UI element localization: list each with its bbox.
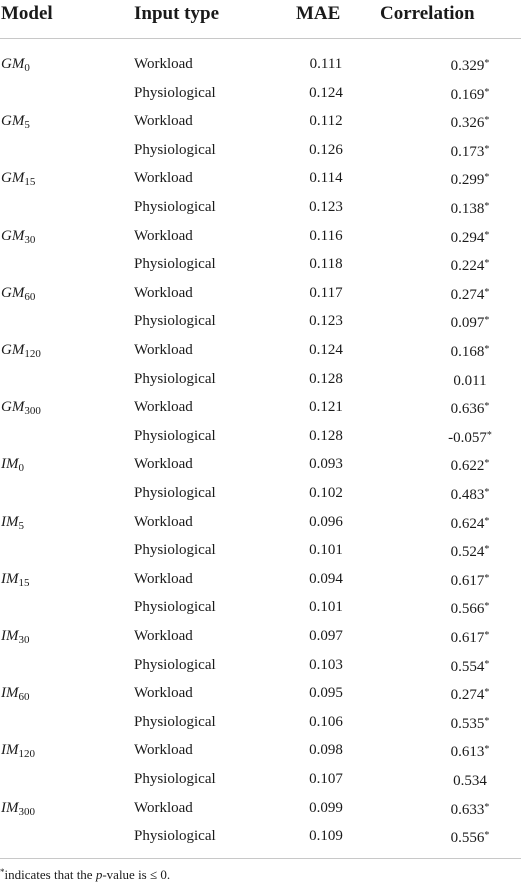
mae-cell: 0.096 — [309, 513, 343, 530]
correlation-cell — [420, 508, 520, 538]
table-row — [0, 508, 521, 536]
mae-cell: 0.123 — [309, 313, 343, 330]
model-subscript: 120 — [18, 748, 35, 761]
correlation-value: 0.617 — [450, 572, 485, 589]
table-row — [0, 679, 521, 707]
significance-marker: * — [484, 315, 490, 327]
input-type-cell: Physiological — [134, 256, 216, 273]
table-row — [0, 450, 521, 478]
model-name: IM — [1, 628, 19, 644]
model-name: GM — [1, 227, 25, 244]
correlation-cell — [420, 622, 520, 652]
mae-cell: 0.098 — [309, 742, 343, 759]
significance-marker: * — [484, 172, 490, 184]
mae-cell: 0.116 — [309, 227, 343, 244]
significance-marker: * — [486, 429, 492, 441]
model-cell — [1, 107, 30, 139]
significance-marker: * — [484, 687, 490, 699]
model-subscript: 15 — [18, 576, 30, 589]
mae-cell: 0.111 — [309, 56, 343, 72]
correlation-value: 0.535 — [450, 715, 485, 732]
significance-marker: * — [484, 58, 490, 69]
correlation-cell — [420, 107, 520, 137]
table-row — [0, 593, 521, 621]
correlation-cell — [420, 365, 520, 395]
mae-cell: 0.094 — [309, 570, 343, 587]
header-model: Model — [1, 3, 53, 24]
model-name: GM — [1, 113, 25, 130]
header-input-type: Input type — [134, 3, 219, 24]
correlation-cell — [420, 822, 520, 852]
correlation-value: 0.483 — [450, 487, 485, 503]
correlation-cell — [420, 393, 520, 423]
table-row — [0, 164, 521, 192]
significance-marker: * — [484, 515, 490, 527]
correlation-cell — [420, 593, 520, 623]
model-subscript: 60 — [24, 290, 36, 303]
mae-cell: 0.128 — [309, 427, 343, 444]
correlation-cell — [420, 279, 520, 309]
input-type-cell: Workload — [134, 56, 193, 72]
significance-marker: * — [484, 344, 490, 355]
input-type-cell: Physiological — [134, 84, 216, 101]
table-row — [0, 565, 521, 593]
significance-marker: * — [484, 601, 490, 613]
correlation-cell — [420, 50, 520, 80]
model-cell — [1, 450, 24, 482]
model-cell — [1, 336, 41, 368]
model-name: GM — [1, 284, 25, 301]
model-subscript: 300 — [24, 405, 41, 418]
model-subscript: 30 — [24, 233, 36, 246]
input-type-cell: Workload — [134, 685, 193, 702]
mae-cell: 0.093 — [309, 456, 343, 473]
significance-marker: * — [484, 487, 490, 498]
model-cell — [1, 508, 24, 540]
mae-cell: 0.112 — [309, 113, 343, 130]
mae-cell: 0.107 — [309, 771, 343, 787]
footer-rule — [0, 858, 521, 859]
mae-cell: 0.101 — [309, 599, 343, 616]
mae-cell: 0.128 — [309, 370, 343, 387]
header-mae: MAE — [296, 3, 341, 24]
mae-cell: 0.117 — [309, 284, 343, 301]
significance-marker: * — [484, 630, 490, 641]
model-cell — [1, 736, 35, 768]
correlation-cell — [420, 651, 520, 681]
input-type-cell: Physiological — [134, 427, 216, 444]
correlation-cell — [420, 479, 520, 509]
correlation-cell — [420, 307, 520, 337]
table-row — [0, 336, 521, 364]
input-type-cell: Workload — [134, 284, 193, 301]
footnote-text-before: indicates that the — [4, 867, 96, 882]
model-name: IM — [1, 685, 19, 702]
significance-marker: * — [484, 572, 490, 584]
model-name: IM — [1, 742, 19, 759]
mae-cell: 0.123 — [309, 199, 343, 215]
significance-marker: * — [484, 401, 490, 413]
table-row — [0, 107, 521, 135]
correlation-cell — [420, 736, 520, 766]
model-subscript: 15 — [24, 176, 36, 189]
input-type-cell: Workload — [134, 227, 193, 244]
correlation-cell — [420, 250, 520, 280]
correlation-cell — [420, 136, 520, 166]
significance-marker: * — [484, 715, 490, 727]
significance-marker: * — [484, 801, 490, 813]
model-subscript: 120 — [24, 348, 41, 360]
mae-cell: 0.099 — [309, 799, 343, 816]
correlation-cell — [420, 708, 520, 738]
table-row — [0, 79, 521, 107]
table-row — [0, 393, 521, 421]
significance-marker: * — [484, 458, 490, 470]
footnote-p: p — [95, 867, 103, 882]
model-name: IM — [1, 456, 19, 473]
model-subscript: 30 — [18, 634, 30, 646]
correlation-value: 0.169 — [450, 86, 485, 103]
significance-marker: * — [484, 258, 490, 270]
correlation-value: 0.534 — [453, 773, 487, 789]
model-subscript: 5 — [18, 519, 24, 532]
table-row — [0, 708, 521, 736]
mae-cell: 0.124 — [309, 342, 343, 358]
table-row — [0, 622, 521, 650]
input-type-cell: Physiological — [134, 771, 216, 787]
table-row — [0, 279, 521, 307]
input-type-cell: Physiological — [134, 599, 216, 616]
correlation-value: 0.299 — [450, 172, 485, 189]
correlation-cell — [420, 565, 520, 595]
table-row — [0, 765, 521, 793]
correlation-value: 0.168 — [450, 344, 485, 360]
mae-cell: 0.095 — [309, 685, 343, 702]
model-cell — [1, 622, 30, 654]
input-type-cell: Physiological — [134, 713, 216, 730]
table-row — [0, 822, 521, 850]
correlation-value: 0.274 — [450, 687, 485, 704]
model-name: GM — [1, 342, 25, 358]
correlation-cell — [420, 450, 520, 480]
input-type-cell: Workload — [134, 742, 193, 759]
table-row — [0, 736, 521, 764]
input-type-cell: Physiological — [134, 313, 216, 330]
mae-cell: 0.109 — [309, 828, 343, 845]
correlation-value: 0.617 — [450, 630, 485, 646]
model-subscript: 300 — [18, 805, 35, 818]
mae-cell: 0.101 — [309, 542, 343, 559]
correlation-value: 0.636 — [450, 401, 485, 418]
model-cell — [1, 794, 35, 826]
table-row — [0, 222, 521, 250]
correlation-cell — [420, 164, 520, 194]
table-row — [0, 536, 521, 564]
input-type-cell: Physiological — [134, 542, 216, 559]
correlation-value: 0.633 — [450, 801, 485, 818]
correlation-cell — [420, 222, 520, 252]
model-cell — [1, 565, 30, 597]
correlation-value: 0.294 — [450, 229, 485, 246]
input-type-cell: Workload — [134, 113, 193, 130]
mae-cell: 0.102 — [309, 485, 343, 501]
model-name: GM — [1, 399, 25, 416]
mae-cell: 0.097 — [309, 628, 343, 644]
model-name: IM — [1, 570, 19, 587]
correlation-cell — [420, 422, 520, 452]
correlation-value: 0.329 — [450, 58, 485, 74]
model-cell — [1, 679, 30, 711]
correlation-value: 0.011 — [453, 372, 487, 389]
model-name: IM — [1, 799, 19, 816]
significance-marker: * — [484, 229, 490, 241]
input-type-cell: Physiological — [134, 656, 216, 673]
mae-cell: 0.121 — [309, 399, 343, 416]
input-type-cell: Physiological — [134, 199, 216, 215]
footnote-marker: * — [0, 867, 5, 877]
significance-marker: * — [484, 830, 490, 842]
model-subscript: 0 — [24, 62, 30, 74]
input-type-cell: Workload — [134, 399, 193, 416]
header-rule — [0, 38, 521, 39]
model-cell — [1, 279, 35, 311]
significance-marker: * — [484, 86, 490, 98]
table-row — [0, 651, 521, 679]
correlation-value: 0.524 — [450, 544, 485, 561]
input-type-cell: Workload — [134, 170, 193, 187]
model-name: IM — [1, 513, 19, 530]
table-row — [0, 136, 521, 164]
correlation-cell — [420, 536, 520, 566]
correlation-cell — [420, 336, 520, 366]
correlation-value: 0.173 — [450, 143, 485, 160]
mae-cell: 0.126 — [309, 141, 343, 158]
input-type-cell: Workload — [134, 456, 193, 473]
significance-marker: * — [484, 544, 490, 556]
mae-cell: 0.124 — [309, 84, 343, 101]
model-name: GM — [1, 170, 25, 187]
model-subscript: 60 — [18, 691, 30, 704]
correlation-value: 0.566 — [450, 601, 485, 618]
correlation-value: 0.224 — [450, 258, 485, 275]
input-type-cell: Workload — [134, 628, 193, 644]
table-row — [0, 479, 521, 507]
correlation-value: 0.613 — [450, 744, 485, 761]
mae-cell: 0.103 — [309, 656, 343, 673]
model-cell — [1, 393, 41, 425]
model-cell — [1, 164, 35, 196]
footnote-text-after: -value is ≤ 0. — [102, 867, 171, 882]
correlation-value: 0.138 — [450, 201, 485, 217]
table-row — [0, 365, 521, 393]
table-row — [0, 422, 521, 450]
correlation-value: 0.554 — [450, 658, 485, 675]
input-type-cell: Workload — [134, 570, 193, 587]
table-row — [0, 193, 521, 221]
correlation-cell — [420, 79, 520, 109]
correlation-value: 0.274 — [450, 286, 485, 303]
significance-marker: * — [484, 658, 490, 670]
input-type-cell: Workload — [134, 513, 193, 530]
input-type-cell: Physiological — [134, 828, 216, 845]
input-type-cell: Physiological — [134, 485, 216, 501]
correlation-value: 0.326 — [450, 115, 485, 132]
model-cell — [1, 222, 35, 254]
model-subscript: 5 — [24, 119, 30, 132]
table-row — [0, 250, 521, 278]
model-name: GM — [1, 56, 25, 72]
table-header — [0, 0, 521, 38]
significance-marker: * — [484, 286, 490, 298]
mae-cell: 0.118 — [309, 256, 343, 273]
correlation-value: -0.057 — [448, 429, 487, 446]
correlation-value: 0.097 — [450, 315, 485, 332]
table-row — [0, 794, 521, 822]
input-type-cell: Physiological — [134, 370, 216, 387]
header-correlation: Correlation — [380, 3, 475, 24]
significance-marker: * — [484, 201, 490, 212]
correlation-value: 0.556 — [450, 830, 485, 847]
table-footnote — [0, 867, 170, 883]
input-type-cell: Workload — [134, 342, 193, 358]
table-row — [0, 307, 521, 335]
input-type-cell: Workload — [134, 799, 193, 816]
input-type-cell: Physiological — [134, 141, 216, 158]
model-cell — [1, 50, 30, 82]
mae-cell: 0.106 — [309, 713, 343, 730]
mae-cell: 0.114 — [309, 170, 343, 187]
table-row — [0, 50, 521, 78]
correlation-cell — [420, 193, 520, 223]
correlation-value: 0.622 — [450, 458, 485, 475]
model-subscript: 0 — [18, 462, 24, 475]
significance-marker: * — [484, 143, 490, 155]
correlation-value: 0.624 — [450, 515, 485, 532]
correlation-cell — [420, 794, 520, 824]
significance-marker: * — [484, 115, 490, 127]
significance-marker: * — [484, 744, 490, 756]
correlation-cell — [420, 679, 520, 709]
correlation-cell — [420, 765, 520, 795]
